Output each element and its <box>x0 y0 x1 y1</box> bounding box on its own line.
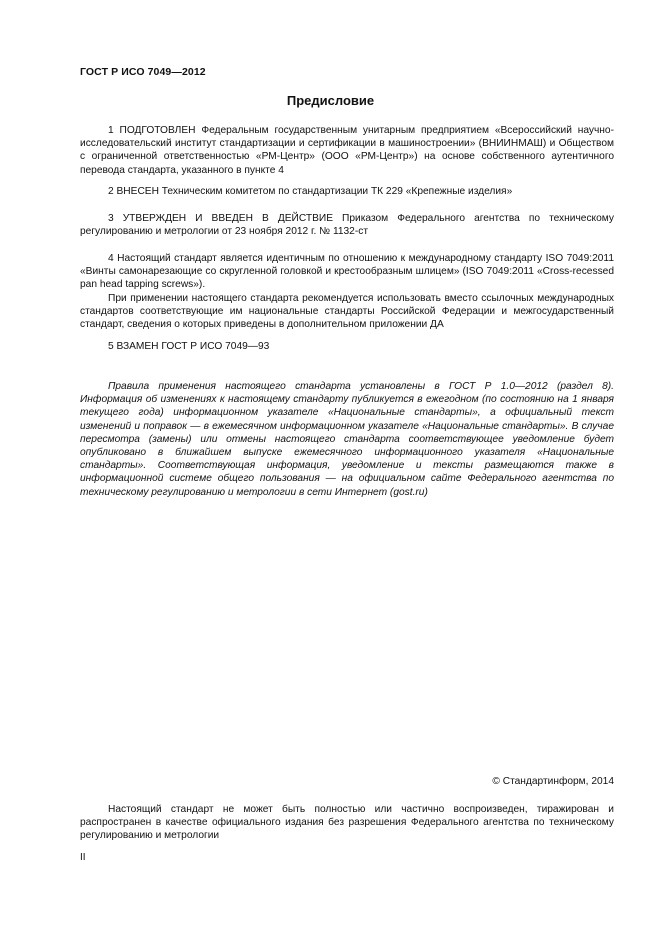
item-5 <box>80 340 614 353</box>
item-3 <box>80 212 614 238</box>
usage-notice: Правила применения настоящего стандарта установлены в ГОСТ Р 1.0—2012 (раздел 8). Информация об изменениях к настоящему стандарту публикуется в ежегодном (по состоянию на 1 января текущего года) информационном указателе «Национальные стандарты», а официальный текст изменений и поправок — в ежемесячном информационном указателе «Национальные стандарты». В случае пересмотра (замены) или отмены настоящего стандарта соответствующее уведомление будет опубликовано в ближайшем выпуске ежемесячного информационного указателя «Национальные стандарты». Соответствующая информация, уведомление и тексты размещаются также в информационной системе общего пользования — на официальном сайте Федерального агентства по техническому регулированию и метрологии в сети Интернет (gost.ru) <box>80 381 614 498</box>
item-4-text: 4 Настоящий стандарт является идентичным по отношению к международному стандарту ISO 7049:2011 «Винты самонарезающие со скругленной головкой и крестообразным шлицем» (ISO 7049:2011 «Cross-recessed pan head tapping screws»). <box>80 253 614 291</box>
copyright: © Стандартинформ, 2014 <box>492 776 614 787</box>
item-1 <box>80 124 614 177</box>
item-4-note: При применении настоящего стандарта рекомендуется использовать вместо ссылочных международных стандартов соответствующие им национальные стандарты Российской Федерации и межгосударственный стандарт, сведения о которых приведены в дополнительном приложении ДА <box>80 292 614 331</box>
item-2 <box>80 185 614 198</box>
item-5-text: 5 ВЗАМЕН ГОСТ Р ИСО 7049—93 <box>108 341 270 352</box>
page-number: II <box>80 852 86 863</box>
page-title: Предисловие <box>286 93 375 108</box>
item-1-text: 1 ПОДГОТОВЛЕН Федеральным государственным унитарным предприятием «Всероссийский научно-исследовательский институт стандартизации и сертификации в машиностроении» (ВНИИНМАШ) и Обществом с ограниченной ответственностью «РМ-Центр» (ООО «РМ-Центр») на основе собственного аутентичного перевода стандарта, указанного в пункте 4 <box>80 125 614 176</box>
item-4 <box>80 252 614 331</box>
item-2-text: 2 ВНЕСЕН Техническим комитетом по стандартизации ТК 229 «Крепежные изделия» <box>108 186 513 197</box>
rights-statement: Настоящий стандарт не может быть полностью или частично воспроизведен, тиражирован и распространен в качестве официального издания без разрешения Федерального агентства по техническому регулированию и метрологии <box>80 804 614 842</box>
item-3-text: 3 УТВЕРЖДЕН И ВВЕДЕН В ДЕЙСТВИЕ Приказом Федерального агентства по техническому регулированию и метрологии от 23 ноября 2012 г. № 1132-ст <box>80 213 614 238</box>
document-code: ГОСТ Р ИСО 7049—2012 <box>80 66 206 78</box>
